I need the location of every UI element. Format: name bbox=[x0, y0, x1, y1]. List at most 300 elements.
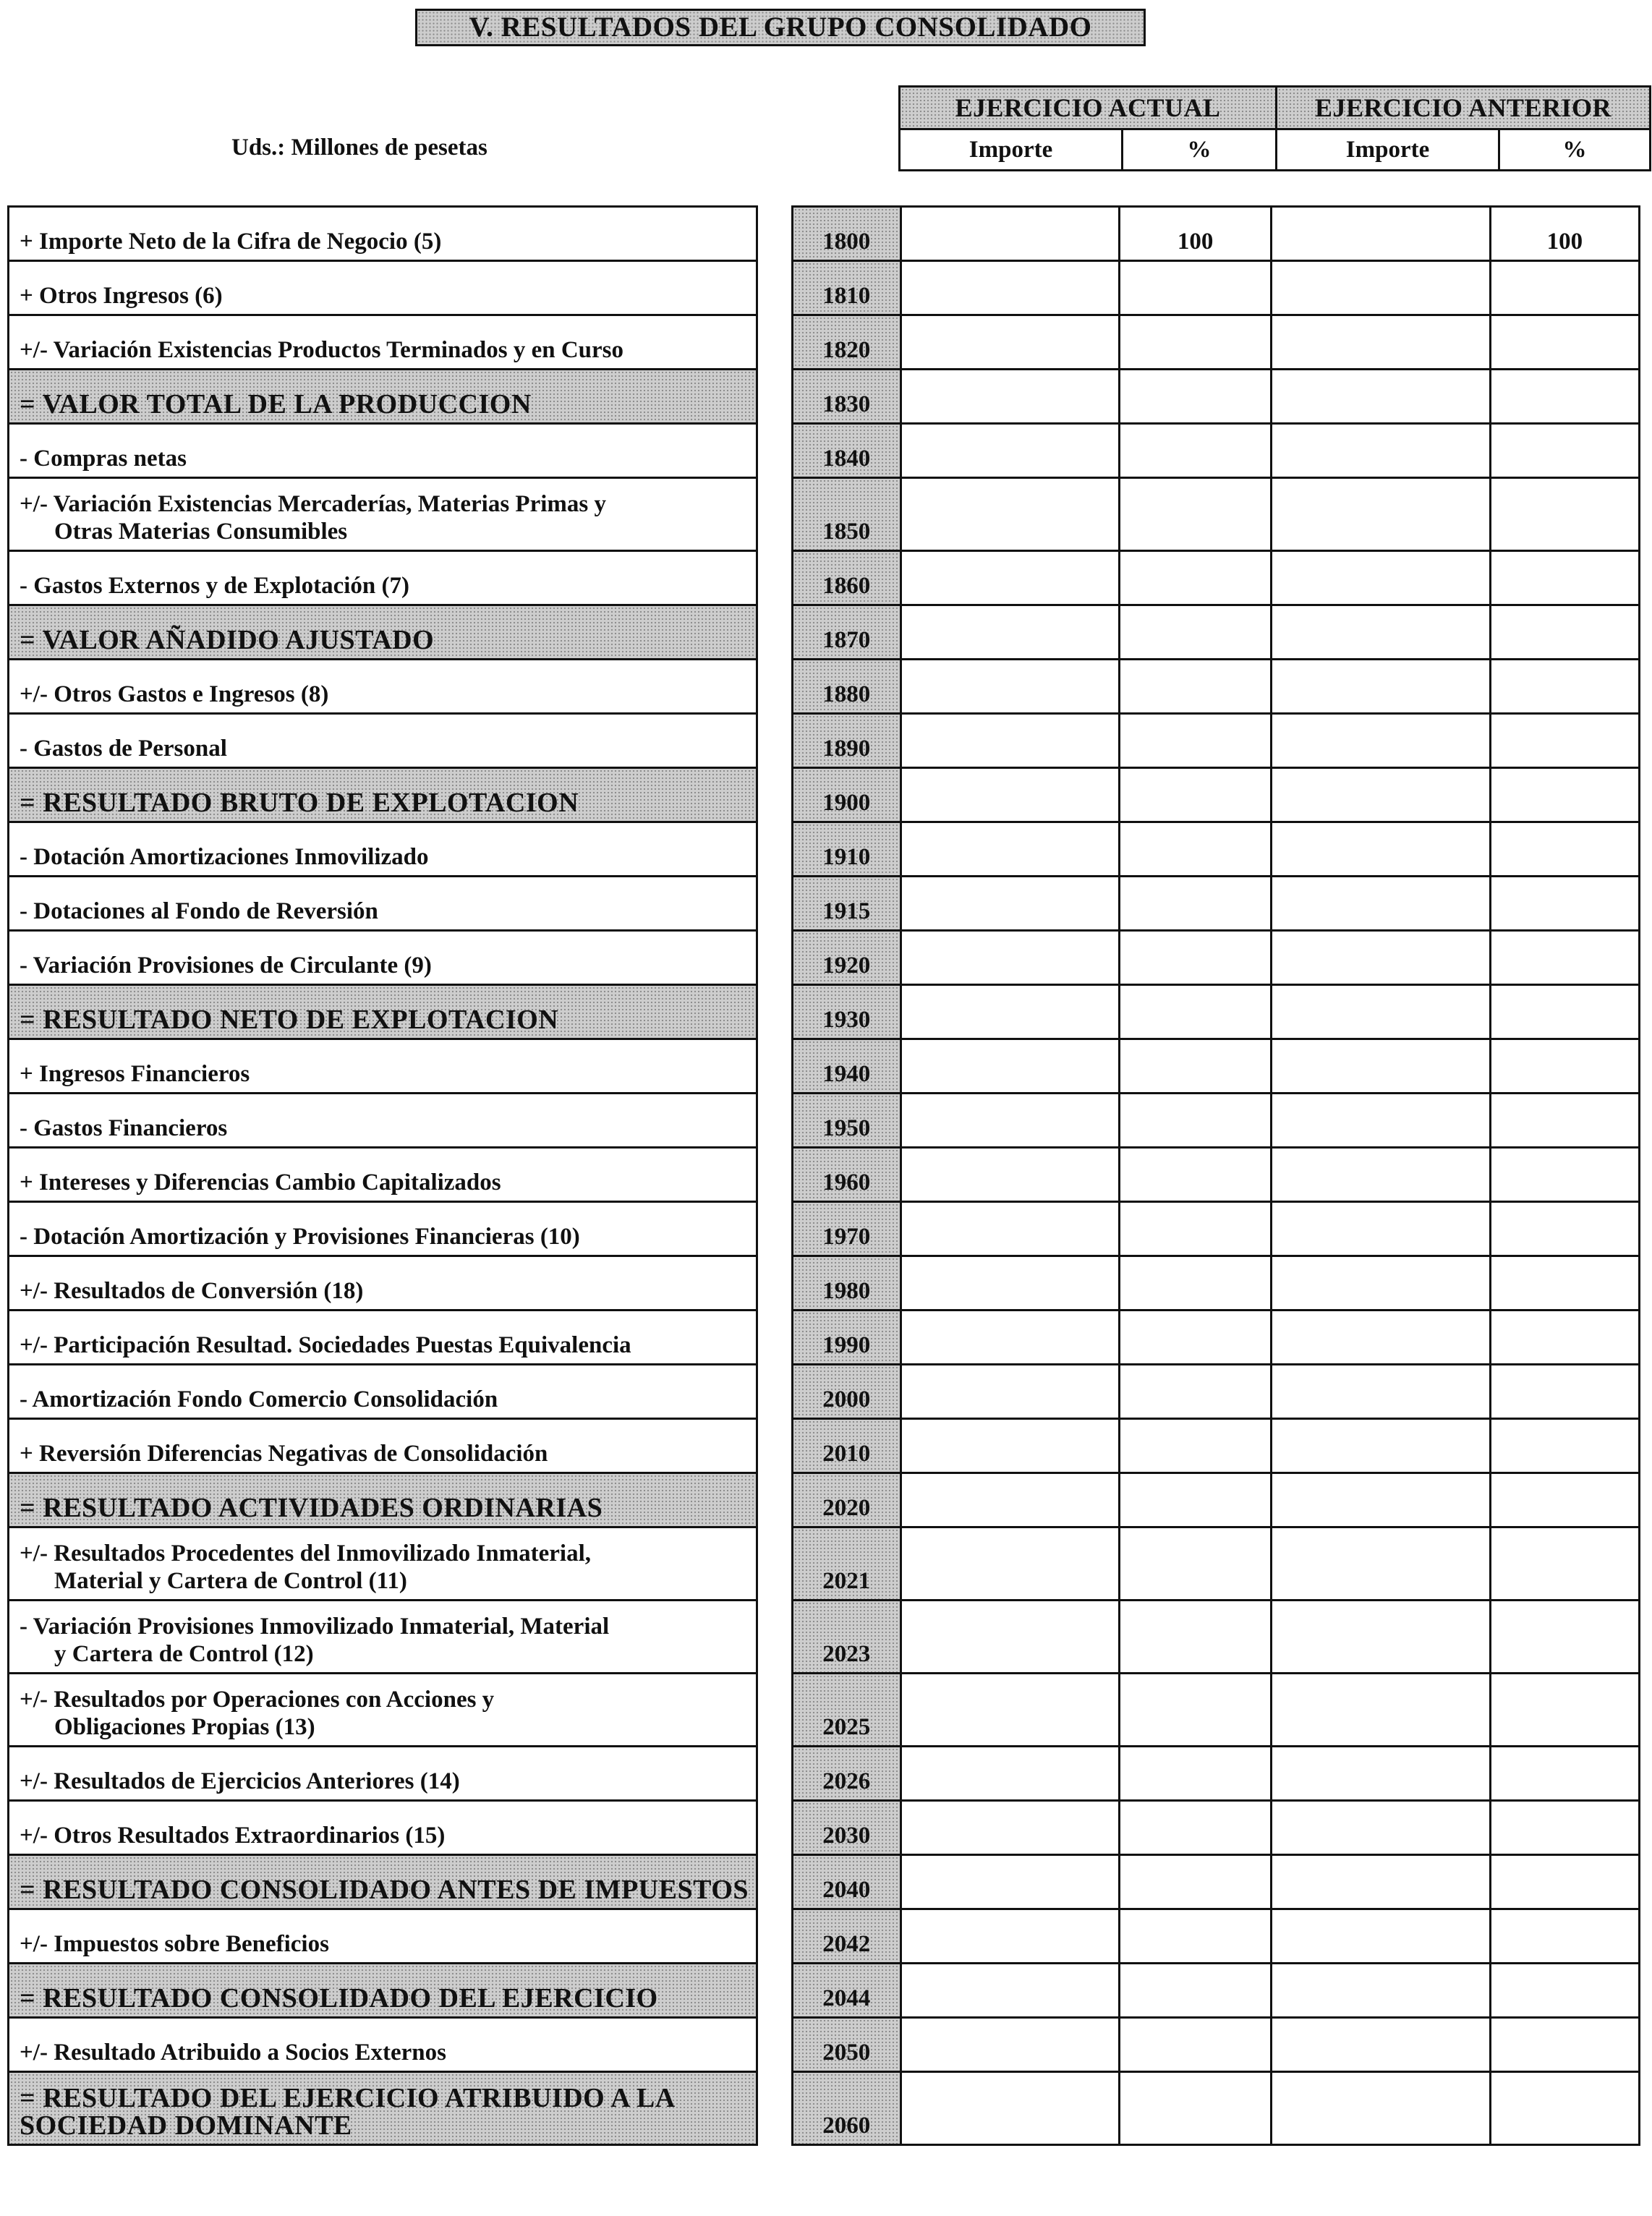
importe-actual-cell[interactable] bbox=[900, 877, 1120, 931]
importe-actual-cell[interactable] bbox=[900, 1094, 1120, 1148]
pct-actual-cell[interactable] bbox=[1120, 931, 1272, 985]
row-code: 1980 bbox=[793, 1256, 901, 1311]
importe-actual-cell[interactable] bbox=[900, 551, 1120, 605]
table-row bbox=[9, 605, 757, 660]
importe-anterior-cell[interactable] bbox=[1272, 985, 1491, 1039]
row-label-line: Material y Cartera de Control (11) bbox=[54, 1568, 407, 1594]
row-label-line: +/- Otros Resultados Extraordinarios (15) bbox=[20, 1823, 446, 1849]
table-row bbox=[9, 931, 757, 985]
table-row bbox=[793, 605, 1640, 660]
row-code: 2042 bbox=[793, 1909, 901, 1964]
pct-anterior-cell[interactable] bbox=[1490, 1527, 1639, 1601]
importe-anterior-cell[interactable] bbox=[1272, 931, 1491, 985]
table-row bbox=[793, 1039, 1640, 1094]
importe-actual-cell[interactable] bbox=[900, 1039, 1120, 1094]
pct-anterior-cell[interactable] bbox=[1490, 1202, 1639, 1256]
table-row bbox=[793, 2018, 1640, 2072]
importe-actual-cell[interactable] bbox=[900, 1311, 1120, 1365]
importe-actual-cell[interactable] bbox=[900, 931, 1120, 985]
row-code: 1800 bbox=[793, 207, 901, 261]
importe-anterior-cell[interactable] bbox=[1272, 1964, 1491, 2018]
row-label bbox=[9, 1964, 757, 2018]
row-label bbox=[9, 1801, 757, 1855]
pct-anterior-cell[interactable] bbox=[1490, 261, 1639, 315]
table-row bbox=[9, 424, 757, 478]
row-code: 2025 bbox=[793, 1674, 901, 1747]
row-code: 1850 bbox=[793, 478, 901, 551]
importe-actual-cell[interactable] bbox=[900, 985, 1120, 1039]
importe-actual-cell[interactable] bbox=[900, 768, 1120, 822]
importe-anterior-cell[interactable] bbox=[1272, 1855, 1491, 1909]
pct-actual-cell[interactable] bbox=[1120, 1094, 1272, 1148]
row-label bbox=[9, 1909, 757, 1964]
row-label bbox=[9, 207, 757, 261]
importe-actual-cell[interactable] bbox=[900, 315, 1120, 370]
row-label bbox=[9, 660, 757, 714]
row-label-line: +/- Variación Existencias Productos Terminados y en Curso bbox=[20, 337, 624, 363]
row-label bbox=[9, 2072, 757, 2145]
row-label-line: = VALOR AÑADIDO AJUSTADO bbox=[20, 625, 435, 655]
row-label bbox=[9, 1311, 757, 1365]
table-row bbox=[9, 1256, 757, 1311]
row-code: 1820 bbox=[793, 315, 901, 370]
row-label-line: - Dotación Amortizaciones Inmovilizado bbox=[20, 844, 429, 870]
importe-anterior-cell[interactable] bbox=[1272, 315, 1491, 370]
table-row bbox=[793, 424, 1640, 478]
importe-anterior-cell[interactable] bbox=[1272, 1909, 1491, 1964]
row-label-line: +/- Otros Gastos e Ingresos (8) bbox=[20, 681, 329, 707]
pct-actual-cell[interactable] bbox=[1120, 1801, 1272, 1855]
pct-actual-cell[interactable] bbox=[1120, 551, 1272, 605]
table-row bbox=[793, 1148, 1640, 1202]
table-row bbox=[9, 1674, 757, 1747]
row-label-line: Otras Materias Consumibles bbox=[54, 519, 348, 545]
table-row bbox=[793, 370, 1640, 424]
importe-actual-cell[interactable] bbox=[900, 1855, 1120, 1909]
importe-anterior-cell[interactable] bbox=[1272, 1601, 1491, 1674]
importe-actual-cell[interactable] bbox=[900, 1909, 1120, 1964]
row-code: 2010 bbox=[793, 1419, 901, 1473]
table-row bbox=[9, 2018, 757, 2072]
table-row bbox=[793, 1419, 1640, 1473]
importe-anterior-cell[interactable] bbox=[1272, 370, 1491, 424]
row-label-line: +/- Resultado Atribuido a Socios Externos bbox=[20, 2040, 446, 2066]
table-row bbox=[9, 1039, 757, 1094]
table-row bbox=[793, 1094, 1640, 1148]
importe-actual-cell[interactable] bbox=[900, 1801, 1120, 1855]
row-code: 2050 bbox=[793, 2018, 901, 2072]
importe-anterior-cell[interactable] bbox=[1272, 1747, 1491, 1801]
row-label-line: = RESULTADO BRUTO DE EXPLOTACION bbox=[20, 788, 579, 818]
table-row bbox=[793, 1365, 1640, 1419]
importe-actual-cell[interactable] bbox=[900, 1256, 1120, 1311]
importe-anterior-cell[interactable] bbox=[1272, 660, 1491, 714]
row-label bbox=[9, 261, 757, 315]
pct-anterior-cell[interactable] bbox=[1490, 478, 1639, 551]
importe-anterior-cell[interactable] bbox=[1272, 478, 1491, 551]
importe-anterior-cell[interactable] bbox=[1272, 1256, 1491, 1311]
importe-anterior-cell[interactable] bbox=[1272, 1148, 1491, 1202]
table-row bbox=[9, 1311, 757, 1365]
values-table bbox=[791, 205, 1640, 2146]
table-row bbox=[793, 551, 1640, 605]
row-code: 2020 bbox=[793, 1473, 901, 1527]
units-label: Uds.: Millones de pesetas bbox=[231, 135, 487, 161]
row-label-line: - Gastos Financieros bbox=[20, 1115, 228, 1141]
pct-actual-cell[interactable] bbox=[1120, 822, 1272, 877]
pct-anterior-cell[interactable] bbox=[1490, 768, 1639, 822]
table-row bbox=[793, 1801, 1640, 1855]
table-row bbox=[9, 370, 757, 424]
row-code: 1970 bbox=[793, 1202, 901, 1256]
pct-anterior-cell[interactable] bbox=[1490, 1094, 1639, 1148]
row-label-line: = RESULTADO CONSOLIDADO DEL EJERCICIO bbox=[20, 1983, 658, 2013]
row-label bbox=[9, 1148, 757, 1202]
pct-actual-cell[interactable] bbox=[1120, 478, 1272, 551]
row-label bbox=[9, 877, 757, 931]
pct-anterior-cell[interactable] bbox=[1490, 1964, 1639, 2018]
pct-actual-cell[interactable] bbox=[1120, 1311, 1272, 1365]
row-label bbox=[9, 931, 757, 985]
table-row bbox=[793, 261, 1640, 315]
importe-anterior-cell[interactable] bbox=[1272, 822, 1491, 877]
importe-anterior-cell[interactable] bbox=[1272, 1094, 1491, 1148]
importe-anterior-cell[interactable] bbox=[1272, 1527, 1491, 1601]
row-label bbox=[9, 2018, 757, 2072]
pct-actual-cell[interactable] bbox=[1120, 1747, 1272, 1801]
row-code: 2040 bbox=[793, 1855, 901, 1909]
column-header bbox=[898, 85, 1651, 171]
table-row bbox=[793, 768, 1640, 822]
importe-actual-cell[interactable] bbox=[900, 1419, 1120, 1473]
table-row bbox=[9, 315, 757, 370]
table-row bbox=[9, 1094, 757, 1148]
row-code: 1900 bbox=[793, 768, 901, 822]
pct-anterior-cell[interactable] bbox=[1490, 660, 1639, 714]
pct-anterior-cell[interactable] bbox=[1490, 822, 1639, 877]
importe-anterior-cell[interactable] bbox=[1272, 1419, 1491, 1473]
pct-anterior-cell[interactable] bbox=[1490, 2072, 1639, 2145]
row-label-line: - Gastos de Personal bbox=[20, 736, 227, 762]
importe-actual-cell[interactable] bbox=[900, 2072, 1120, 2145]
table-row bbox=[793, 1747, 1640, 1801]
row-label bbox=[9, 478, 757, 551]
row-code: 1940 bbox=[793, 1039, 901, 1094]
table-row bbox=[9, 551, 757, 605]
row-label-line: - Gastos Externos y de Explotación (7) bbox=[20, 573, 409, 599]
table-row bbox=[793, 1527, 1640, 1601]
pct-anterior-cell[interactable] bbox=[1490, 1855, 1639, 1909]
importe-actual-cell[interactable] bbox=[900, 1148, 1120, 1202]
table-row bbox=[9, 207, 757, 261]
importe-actual-cell[interactable] bbox=[900, 1747, 1120, 1801]
row-label-line: +/- Resultados Procedentes del Inmovilizado Inmaterial, bbox=[20, 1540, 591, 1567]
importe-actual-cell[interactable] bbox=[900, 1365, 1120, 1419]
row-label bbox=[9, 1527, 757, 1601]
row-label-line: + Ingresos Financieros bbox=[20, 1061, 250, 1087]
concept-table bbox=[7, 205, 758, 2146]
pct-actual-cell[interactable] bbox=[1120, 2018, 1272, 2072]
table-row bbox=[9, 660, 757, 714]
row-label bbox=[9, 1202, 757, 1256]
table-row bbox=[793, 478, 1640, 551]
table-row bbox=[9, 1473, 757, 1527]
row-label bbox=[9, 714, 757, 768]
importe-actual-cell[interactable] bbox=[900, 1527, 1120, 1601]
table-row bbox=[793, 315, 1640, 370]
importe-actual-cell[interactable] bbox=[900, 1674, 1120, 1747]
importe-anterior-cell[interactable] bbox=[1272, 1674, 1491, 1747]
table-row bbox=[9, 1801, 757, 1855]
importe-anterior-cell[interactable] bbox=[1272, 1473, 1491, 1527]
row-code: 2030 bbox=[793, 1801, 901, 1855]
row-label bbox=[9, 1256, 757, 1311]
row-label-line: +/- Impuestos sobre Beneficios bbox=[20, 1931, 329, 1957]
row-label-line: Obligaciones Propias (13) bbox=[54, 1714, 315, 1740]
row-label bbox=[9, 1747, 757, 1801]
pct-actual-cell[interactable] bbox=[1120, 1964, 1272, 2018]
table-row bbox=[9, 261, 757, 315]
row-label-line: = RESULTADO ACTIVIDADES ORDINARIAS bbox=[20, 1493, 603, 1523]
importe-actual-cell[interactable] bbox=[900, 370, 1120, 424]
importe-anterior-cell[interactable] bbox=[1272, 714, 1491, 768]
pct-anterior-cell[interactable] bbox=[1490, 1674, 1639, 1747]
importe-anterior-cell[interactable] bbox=[1272, 2072, 1491, 2145]
row-code: 1830 bbox=[793, 370, 901, 424]
importe-actual-cell[interactable] bbox=[900, 1473, 1120, 1527]
pct-anterior-cell[interactable] bbox=[1490, 551, 1639, 605]
pct-anterior-cell[interactable] bbox=[1490, 424, 1639, 478]
pct-actual-cell[interactable] bbox=[1120, 1365, 1272, 1419]
pct-anterior-cell[interactable] bbox=[1490, 1419, 1639, 1473]
pct-actual-cell[interactable] bbox=[1120, 1419, 1272, 1473]
table-row bbox=[9, 1964, 757, 2018]
row-code: 2023 bbox=[793, 1601, 901, 1674]
row-label bbox=[9, 1473, 757, 1527]
pct-actual-cell[interactable] bbox=[1120, 1855, 1272, 1909]
row-label bbox=[9, 370, 757, 424]
importe-actual-cell[interactable] bbox=[900, 1601, 1120, 1674]
pct-anterior-cell[interactable]: 100 bbox=[1490, 207, 1639, 261]
table-row bbox=[9, 1909, 757, 1964]
row-code: 2026 bbox=[793, 1747, 901, 1801]
row-label-line: - Dotaciones al Fondo de Reversión bbox=[20, 898, 378, 924]
row-code: 1810 bbox=[793, 261, 901, 315]
table-row bbox=[9, 1202, 757, 1256]
row-code: 2000 bbox=[793, 1365, 901, 1419]
importe-actual-cell[interactable] bbox=[900, 660, 1120, 714]
importe-actual-cell[interactable] bbox=[900, 261, 1120, 315]
header-pct-anterior: % bbox=[1499, 129, 1651, 171]
row-label-line: SOCIEDAD DOMINANTE bbox=[20, 2110, 352, 2141]
pct-anterior-cell[interactable] bbox=[1490, 714, 1639, 768]
row-code: 2060 bbox=[793, 2072, 901, 2145]
table-row bbox=[9, 1747, 757, 1801]
table-row bbox=[793, 1202, 1640, 1256]
importe-actual-cell[interactable] bbox=[900, 424, 1120, 478]
row-code: 1960 bbox=[793, 1148, 901, 1202]
pct-anterior-cell[interactable] bbox=[1490, 1365, 1639, 1419]
row-code: 2044 bbox=[793, 1964, 901, 2018]
row-code: 1840 bbox=[793, 424, 901, 478]
row-label-line: + Otros Ingresos (6) bbox=[20, 283, 223, 309]
importe-anterior-cell[interactable] bbox=[1272, 1311, 1491, 1365]
row-label bbox=[9, 1674, 757, 1747]
table-row bbox=[793, 1964, 1640, 2018]
table-row bbox=[793, 1601, 1640, 1674]
row-label bbox=[9, 1601, 757, 1674]
row-code: 1950 bbox=[793, 1094, 901, 1148]
row-label-line: +/- Resultados de Conversión (18) bbox=[20, 1278, 364, 1304]
pct-actual-cell[interactable] bbox=[1120, 315, 1272, 370]
pct-actual-cell[interactable] bbox=[1120, 424, 1272, 478]
table-row bbox=[793, 1674, 1640, 1747]
table-row bbox=[9, 1855, 757, 1909]
importe-actual-cell[interactable] bbox=[900, 822, 1120, 877]
row-code: 2021 bbox=[793, 1527, 901, 1601]
importe-actual-cell[interactable] bbox=[900, 478, 1120, 551]
importe-anterior-cell[interactable] bbox=[1272, 1801, 1491, 1855]
pct-actual-cell[interactable] bbox=[1120, 1473, 1272, 1527]
table-row bbox=[9, 2072, 757, 2145]
pct-anterior-cell[interactable] bbox=[1490, 877, 1639, 931]
page-title: V. RESULTADOS DEL GRUPO CONSOLIDADO bbox=[415, 9, 1146, 46]
table-row bbox=[9, 478, 757, 551]
importe-actual-cell[interactable] bbox=[900, 605, 1120, 660]
pct-anterior-cell[interactable] bbox=[1490, 605, 1639, 660]
table-row bbox=[793, 822, 1640, 877]
importe-anterior-cell[interactable] bbox=[1272, 877, 1491, 931]
importe-anterior-cell[interactable] bbox=[1272, 768, 1491, 822]
pct-anterior-cell[interactable] bbox=[1490, 1601, 1639, 1674]
pct-actual-cell[interactable] bbox=[1120, 1202, 1272, 1256]
table-row bbox=[793, 877, 1640, 931]
pct-actual-cell[interactable] bbox=[1120, 985, 1272, 1039]
table-row bbox=[793, 931, 1640, 985]
pct-actual-cell[interactable] bbox=[1120, 370, 1272, 424]
pct-actual-cell[interactable] bbox=[1120, 714, 1272, 768]
table-row bbox=[793, 1855, 1640, 1909]
row-label bbox=[9, 1094, 757, 1148]
importe-anterior-cell[interactable] bbox=[1272, 261, 1491, 315]
pct-actual-cell[interactable] bbox=[1120, 768, 1272, 822]
importe-anterior-cell[interactable] bbox=[1272, 1202, 1491, 1256]
importe-actual-cell[interactable] bbox=[900, 714, 1120, 768]
importe-anterior-cell[interactable] bbox=[1272, 605, 1491, 660]
importe-anterior-cell[interactable] bbox=[1272, 1039, 1491, 1094]
row-code: 1990 bbox=[793, 1311, 901, 1365]
pct-actual-cell[interactable] bbox=[1120, 1909, 1272, 1964]
importe-actual-cell[interactable] bbox=[900, 1964, 1120, 2018]
row-label-line: - Compras netas bbox=[20, 446, 187, 472]
row-code: 1915 bbox=[793, 877, 901, 931]
table-row bbox=[9, 822, 757, 877]
pct-actual-cell[interactable] bbox=[1120, 1674, 1272, 1747]
pct-actual-cell[interactable] bbox=[1120, 261, 1272, 315]
pct-anterior-cell[interactable] bbox=[1490, 1148, 1639, 1202]
header-ejercicio-anterior: EJERCICIO ANTERIOR bbox=[1277, 87, 1651, 129]
header-importe-anterior: Importe bbox=[1277, 129, 1499, 171]
row-label bbox=[9, 985, 757, 1039]
importe-anterior-cell[interactable] bbox=[1272, 207, 1491, 261]
row-label-line: +/- Resultados por Operaciones con Acciones y bbox=[20, 1687, 495, 1713]
table-row bbox=[793, 1909, 1640, 1964]
row-label bbox=[9, 1419, 757, 1473]
pct-actual-cell[interactable] bbox=[1120, 1601, 1272, 1674]
row-code: 1890 bbox=[793, 714, 901, 768]
pct-anterior-cell[interactable] bbox=[1490, 1747, 1639, 1801]
pct-actual-cell[interactable] bbox=[1120, 1256, 1272, 1311]
header-pct-actual: % bbox=[1123, 129, 1277, 171]
row-label-line: - Amortización Fondo Comercio Consolidación bbox=[20, 1386, 498, 1412]
row-label-line: y Cartera de Control (12) bbox=[54, 1641, 314, 1667]
table-row bbox=[793, 714, 1640, 768]
row-label bbox=[9, 424, 757, 478]
pct-anterior-cell[interactable] bbox=[1490, 1039, 1639, 1094]
header-ejercicio-actual: EJERCICIO ACTUAL bbox=[900, 87, 1277, 129]
pct-anterior-cell[interactable] bbox=[1490, 985, 1639, 1039]
row-label-line: - Variación Provisiones Inmovilizado Inmaterial, Material bbox=[20, 1614, 610, 1640]
importe-actual-cell[interactable] bbox=[900, 2018, 1120, 2072]
row-label-line: = RESULTADO NETO DE EXPLOTACION bbox=[20, 1005, 559, 1035]
row-label bbox=[9, 822, 757, 877]
pct-actual-cell[interactable] bbox=[1120, 2072, 1272, 2145]
importe-anterior-cell[interactable] bbox=[1272, 424, 1491, 478]
pct-anterior-cell[interactable] bbox=[1490, 1473, 1639, 1527]
pct-actual-cell[interactable] bbox=[1120, 1039, 1272, 1094]
importe-anterior-cell[interactable] bbox=[1272, 2018, 1491, 2072]
row-label-line: + Intereses y Diferencias Cambio Capitalizados bbox=[20, 1169, 501, 1196]
pct-anterior-cell[interactable] bbox=[1490, 370, 1639, 424]
pct-actual-cell[interactable]: 100 bbox=[1120, 207, 1272, 261]
table-row bbox=[9, 985, 757, 1039]
row-label-line: +/- Resultados de Ejercicios Anteriores (14) bbox=[20, 1768, 460, 1794]
pct-actual-cell[interactable] bbox=[1120, 1527, 1272, 1601]
table-row bbox=[9, 1365, 757, 1419]
row-label-line: - Variación Provisiones de Circulante (9) bbox=[20, 953, 432, 979]
pct-anterior-cell[interactable] bbox=[1490, 1801, 1639, 1855]
pct-actual-cell[interactable] bbox=[1120, 877, 1272, 931]
pct-anterior-cell[interactable] bbox=[1490, 1311, 1639, 1365]
importe-anterior-cell[interactable] bbox=[1272, 1365, 1491, 1419]
row-label bbox=[9, 1855, 757, 1909]
row-label-line: = VALOR TOTAL DE LA PRODUCCION bbox=[20, 389, 532, 419]
pct-actual-cell[interactable] bbox=[1120, 1148, 1272, 1202]
importe-actual-cell[interactable] bbox=[900, 207, 1120, 261]
pct-anterior-cell[interactable] bbox=[1490, 315, 1639, 370]
table-row bbox=[9, 714, 757, 768]
table-row bbox=[793, 207, 1640, 261]
row-label-line: = RESULTADO CONSOLIDADO ANTES DE IMPUESTOS bbox=[20, 1875, 749, 1905]
importe-actual-cell[interactable] bbox=[900, 1202, 1120, 1256]
pct-anterior-cell[interactable] bbox=[1490, 2018, 1639, 2072]
header-importe-actual: Importe bbox=[900, 129, 1123, 171]
row-label-line: - Dotación Amortización y Provisiones Financieras (10) bbox=[20, 1224, 580, 1250]
row-label bbox=[9, 1365, 757, 1419]
row-code: 1880 bbox=[793, 660, 901, 714]
row-code: 1870 bbox=[793, 605, 901, 660]
pct-anterior-cell[interactable] bbox=[1490, 1909, 1639, 1964]
pct-anterior-cell[interactable] bbox=[1490, 1256, 1639, 1311]
row-label bbox=[9, 315, 757, 370]
pct-actual-cell[interactable] bbox=[1120, 605, 1272, 660]
pct-actual-cell[interactable] bbox=[1120, 660, 1272, 714]
row-code: 1920 bbox=[793, 931, 901, 985]
table-row bbox=[9, 768, 757, 822]
row-code: 1910 bbox=[793, 822, 901, 877]
importe-anterior-cell[interactable] bbox=[1272, 551, 1491, 605]
pct-anterior-cell[interactable] bbox=[1490, 931, 1639, 985]
